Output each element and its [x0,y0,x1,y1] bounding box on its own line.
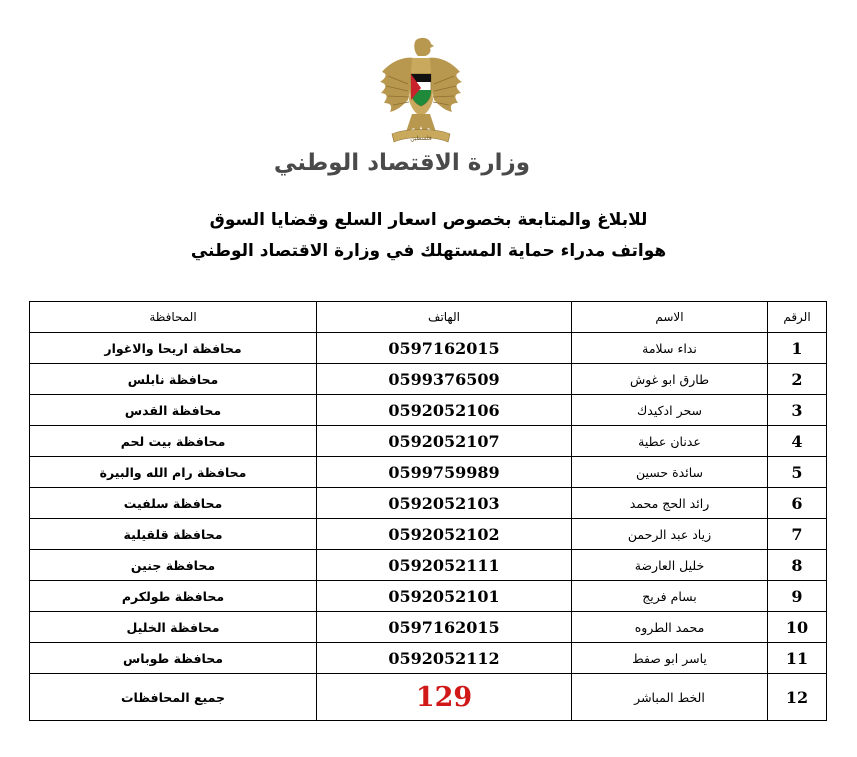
table-row [30,612,827,643]
palestine-eagle-emblem-icon [378,36,464,148]
row-number: 9 [768,581,827,612]
row-number: 11 [768,643,827,674]
table-row [30,333,827,364]
governorate: محافظة اريحا والاغوار [30,333,317,364]
governorate: جميع المحافظات [30,674,317,721]
page-title: للابلاغ والمتابعة بخصوص اسعار السلع وقضايا السوق [209,210,648,230]
director-name: بسام فريج [572,581,768,612]
table-row [30,426,827,457]
governorate: محافظة قلقيلية [30,519,317,550]
table-row [30,488,827,519]
table-row [30,395,827,426]
page-subtitle: هواتف مدراء حماية المستهلك في وزارة الاقتصاد الوطني [190,241,667,261]
governorate: محافظة الخليل [30,612,317,643]
phone-number: 0597162015 [317,333,572,364]
row-number: 12 [768,674,827,721]
table-header-row [30,302,827,333]
row-number: 1 [768,333,827,364]
row-number: 6 [768,488,827,519]
phone-number: 0599376509 [317,364,572,395]
director-name: نداء سلامة [572,333,768,364]
director-name: زياد عبد الرحمن [572,519,768,550]
column-header-name: الاسم [572,302,768,333]
director-name: سائدة حسين [572,457,768,488]
phone-number: 0592052107 [317,426,572,457]
column-header-number: الرقم [768,302,827,333]
hotline-name: الخط المباشر [572,674,768,721]
table-row [30,364,827,395]
phone-number: 0592052111 [317,550,572,581]
director-name: طارق ابو غوش [572,364,768,395]
table-row [30,550,827,581]
ministry-name: وزارة الاقتصاد الوطني [273,150,530,176]
phone-number: 0597162015 [317,612,572,643]
director-name: خليل العارضة [572,550,768,581]
phone-number: 0592052112 [317,643,572,674]
director-name: محمد الطروه [572,612,768,643]
governorate: محافظة طولكرم [30,581,317,612]
phone-number: 0592052102 [317,519,572,550]
phone-number: 0592052106 [317,395,572,426]
director-name: عدنان عطية [572,426,768,457]
table-row [30,674,827,721]
governorate: محافظة رام الله والبيرة [30,457,317,488]
column-header-governorate: المحافظة [30,302,317,333]
row-number: 3 [768,395,827,426]
director-name: ياسر ابو صفط [572,643,768,674]
consumer-protection-phones-table [29,301,827,721]
hotline-number: 129 [317,674,572,721]
governorate: محافظة جنين [30,550,317,581]
svg-text:فلسطين: فلسطين [410,135,432,142]
governorate: محافظة بيت لحم [30,426,317,457]
column-header-phone: الهاتف [317,302,572,333]
phone-number: 0592052103 [317,488,572,519]
phone-number: 0599759989 [317,457,572,488]
table-row [30,643,827,674]
row-number: 5 [768,457,827,488]
table-row [30,519,827,550]
row-number: 8 [768,550,827,581]
director-name: سحر ادكيدك [572,395,768,426]
row-number: 2 [768,364,827,395]
governorate: محافظة القدس [30,395,317,426]
director-name: رائد الحج محمد [572,488,768,519]
row-number: 7 [768,519,827,550]
governorate: محافظة طوباس [30,643,317,674]
table-row [30,581,827,612]
row-number: 10 [768,612,827,643]
phone-number: 0592052101 [317,581,572,612]
governorate: محافظة نابلس [30,364,317,395]
row-number: 4 [768,426,827,457]
table-row [30,457,827,488]
governorate: محافظة سلفيت [30,488,317,519]
